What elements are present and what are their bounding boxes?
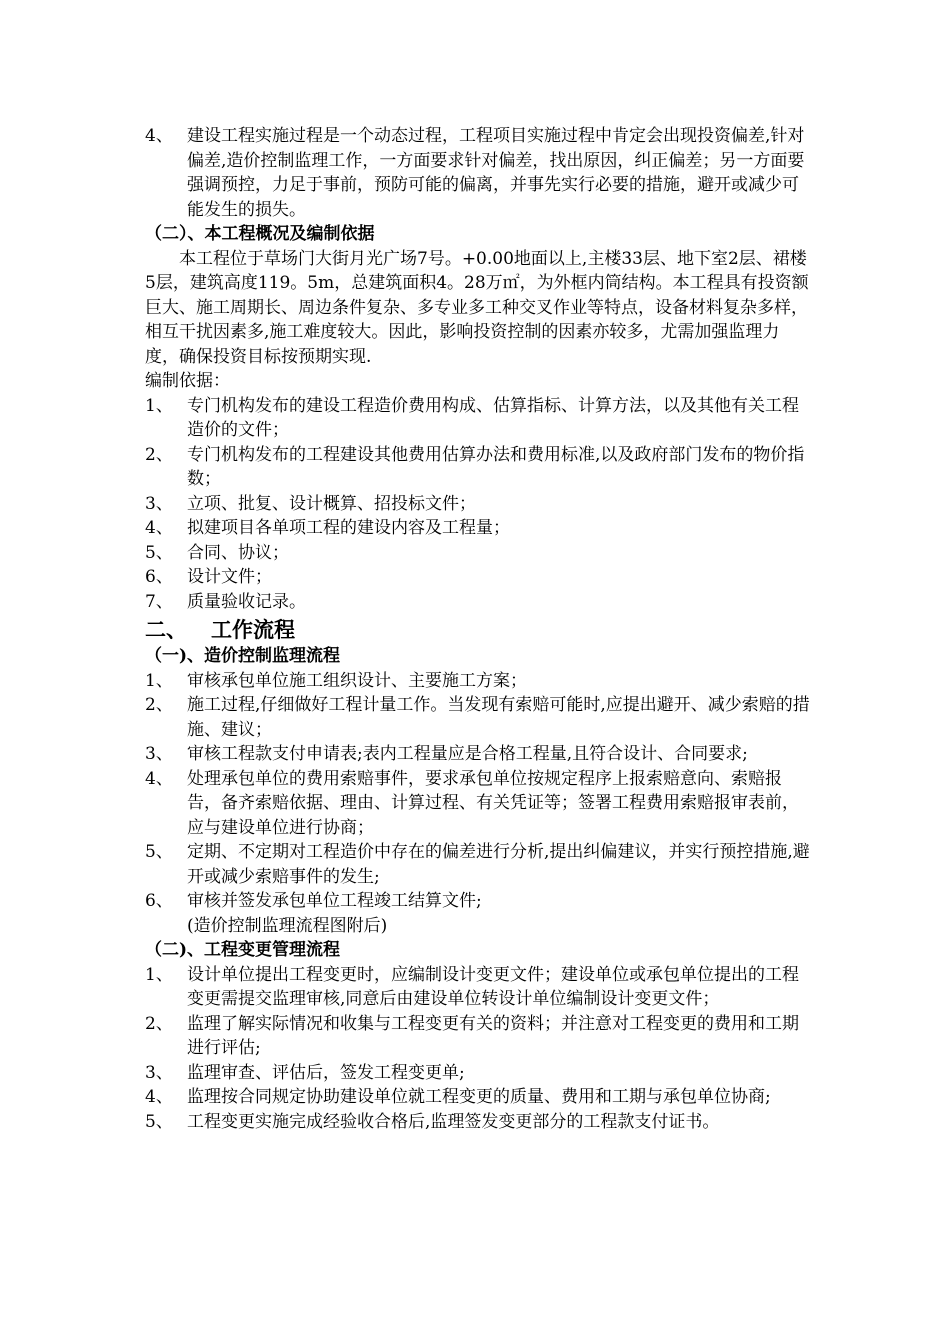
- list-text: 专门机构发布的建设工程造价费用构成、估算指标、计算方法，以及其他有关工程造价的文件；: [187, 395, 799, 440]
- list-item: [145, 1110, 810, 1135]
- section-heading-overview: （二）、本工程概况及编制依据: [145, 224, 375, 244]
- document-body: [145, 124, 810, 1134]
- list-number: 2、: [145, 1013, 173, 1034]
- list-item: [145, 742, 810, 767]
- list-item: [145, 565, 810, 590]
- list-item: [145, 963, 810, 1012]
- subsection-heading-cost-control: （一)、造价控制监理流程: [145, 646, 341, 666]
- list-text: 处理承包单位的费用索赔事件，要求承包单位按规定程序上报索赔意向、索赔报告，备齐索赔依据、理由、计算过程、有关凭证等；签署工程费用索赔报审表前，应与建设单位进行协商；: [187, 768, 799, 838]
- list-text: 设计文件；: [187, 567, 272, 587]
- basis-label: 编制依据：: [145, 371, 230, 391]
- list-number: 3、: [145, 493, 173, 514]
- list-number: 2、: [145, 695, 173, 715]
- list-number: 4、: [145, 518, 173, 538]
- list-text: 质量验收记录。: [187, 591, 306, 612]
- list-number: 4、: [145, 126, 173, 146]
- list-number: 5、: [145, 1111, 173, 1132]
- list-number: 1、: [145, 395, 173, 416]
- section-title: 工作流程: [211, 617, 295, 642]
- list-number: 5、: [145, 542, 173, 563]
- list-item: [145, 394, 810, 443]
- list-number: 7、: [145, 591, 173, 612]
- list-text: 立项、批复、设计概算、招投标文件；: [187, 493, 476, 514]
- list-text: 定期、不定期对工程造价中存在的偏差进行分析,提出纠偏建议，并实行预控措施,避开或减少索赔事件的发生;: [187, 842, 810, 887]
- list-item: [145, 669, 810, 694]
- list-text: 监理按合同规定协助建设单位就工程变更的质量、费用和工期与承包单位协商;: [187, 1087, 771, 1107]
- list-number: 1、: [145, 670, 173, 691]
- section-heading-workflow: [145, 616, 810, 644]
- list-item: [145, 889, 810, 914]
- list-text: 审核并签发承包单位工程竣工结算文件;: [187, 891, 482, 911]
- list-number: 5、: [145, 842, 173, 862]
- list-text: 监理了解实际情况和收集与工程变更有关的资料；并注意对工程变更的费用和工期进行评估;: [187, 1013, 799, 1058]
- list-item: [145, 124, 810, 222]
- subsection-heading-change-management: （二)、工程变更管理流程: [145, 940, 341, 960]
- list-number: 4、: [145, 1087, 173, 1107]
- list-text: 设计单位提出工程变更时，应编制设计变更文件；建设单位或承包单位提出的工程变更需提交监理审核,同意后由建设单位转设计单位编制设计变更文件；: [187, 964, 799, 1009]
- list-number: 3、: [145, 1062, 173, 1083]
- list-text: 监理审查、评估后，签发工程变更单;: [187, 1062, 465, 1083]
- list-text: 施工过程,仔细做好工程计量工作。当发现有索赔可能时,应提出避开、减少索赔的措施、建议；: [187, 695, 810, 740]
- overview-paragraph: 本工程位于草场门大街月光广场7号。+0.00地面以上,主楼33层、地下室2层、裙楼5层，建筑高度119。5m，总建筑面积4。28万㎡，为外框内筒结构。本工程具有投资额巨大、施工周期长、周边条件复杂、多专业多工种交叉作业等特点，设备材料复杂多样，相互干扰因素多,施工难度较大。因此，影响投资控制的因素亦较多，尤需加强监理力度，确保投资目标按预期实现.: [145, 248, 809, 367]
- list-item: [145, 693, 810, 742]
- list-item: [145, 767, 810, 841]
- list-text: 建设工程实施过程是一个动态过程，工程项目实施过程中肯定会出现投资偏差,针对偏差,造价控制监理工作，一方面要求针对偏差，找出原因，纠正偏差；另一方面要强调预控，力足于事前，预防可能的偏离，并事先实行必要的措施，避开或减少可能发生的损失。: [187, 126, 805, 220]
- list-number: 3、: [145, 744, 173, 764]
- list-item: [145, 1061, 810, 1086]
- list-item: [145, 1085, 810, 1110]
- list-number: 6、: [145, 567, 173, 587]
- list-text: 专门机构发布的工程建设其他费用估算办法和费用标准,以及政府部门发布的物价指数；: [187, 444, 805, 489]
- list-item: [145, 516, 810, 541]
- list-item: [145, 541, 810, 566]
- list-text: 合同、协议；: [187, 542, 289, 563]
- list-text: 工程变更实施完成经验收合格后,监理签发变更部分的工程款支付证书。: [187, 1111, 720, 1132]
- list-item: [145, 443, 810, 492]
- list-number: 1、: [145, 964, 173, 985]
- list-item: [145, 840, 810, 889]
- list-text: 审核工程款支付申请表;表内工程量应是合格工程量,且符合设计、合同要求;: [187, 744, 748, 764]
- list-number: 4、: [145, 768, 173, 789]
- section-number: 二、: [145, 617, 187, 642]
- list-item: [145, 492, 810, 517]
- list-number: 6、: [145, 891, 173, 911]
- flowchart-note: (造价控制监理流程图附后): [187, 915, 388, 936]
- list-number: 2、: [145, 444, 173, 465]
- list-text: 审核承包单位施工组织设计、主要施工方案；: [187, 670, 527, 691]
- list-item: [145, 590, 810, 615]
- list-item: [145, 1012, 810, 1061]
- list-text: 拟建项目各单项工程的建设内容及工程量；: [187, 518, 510, 538]
